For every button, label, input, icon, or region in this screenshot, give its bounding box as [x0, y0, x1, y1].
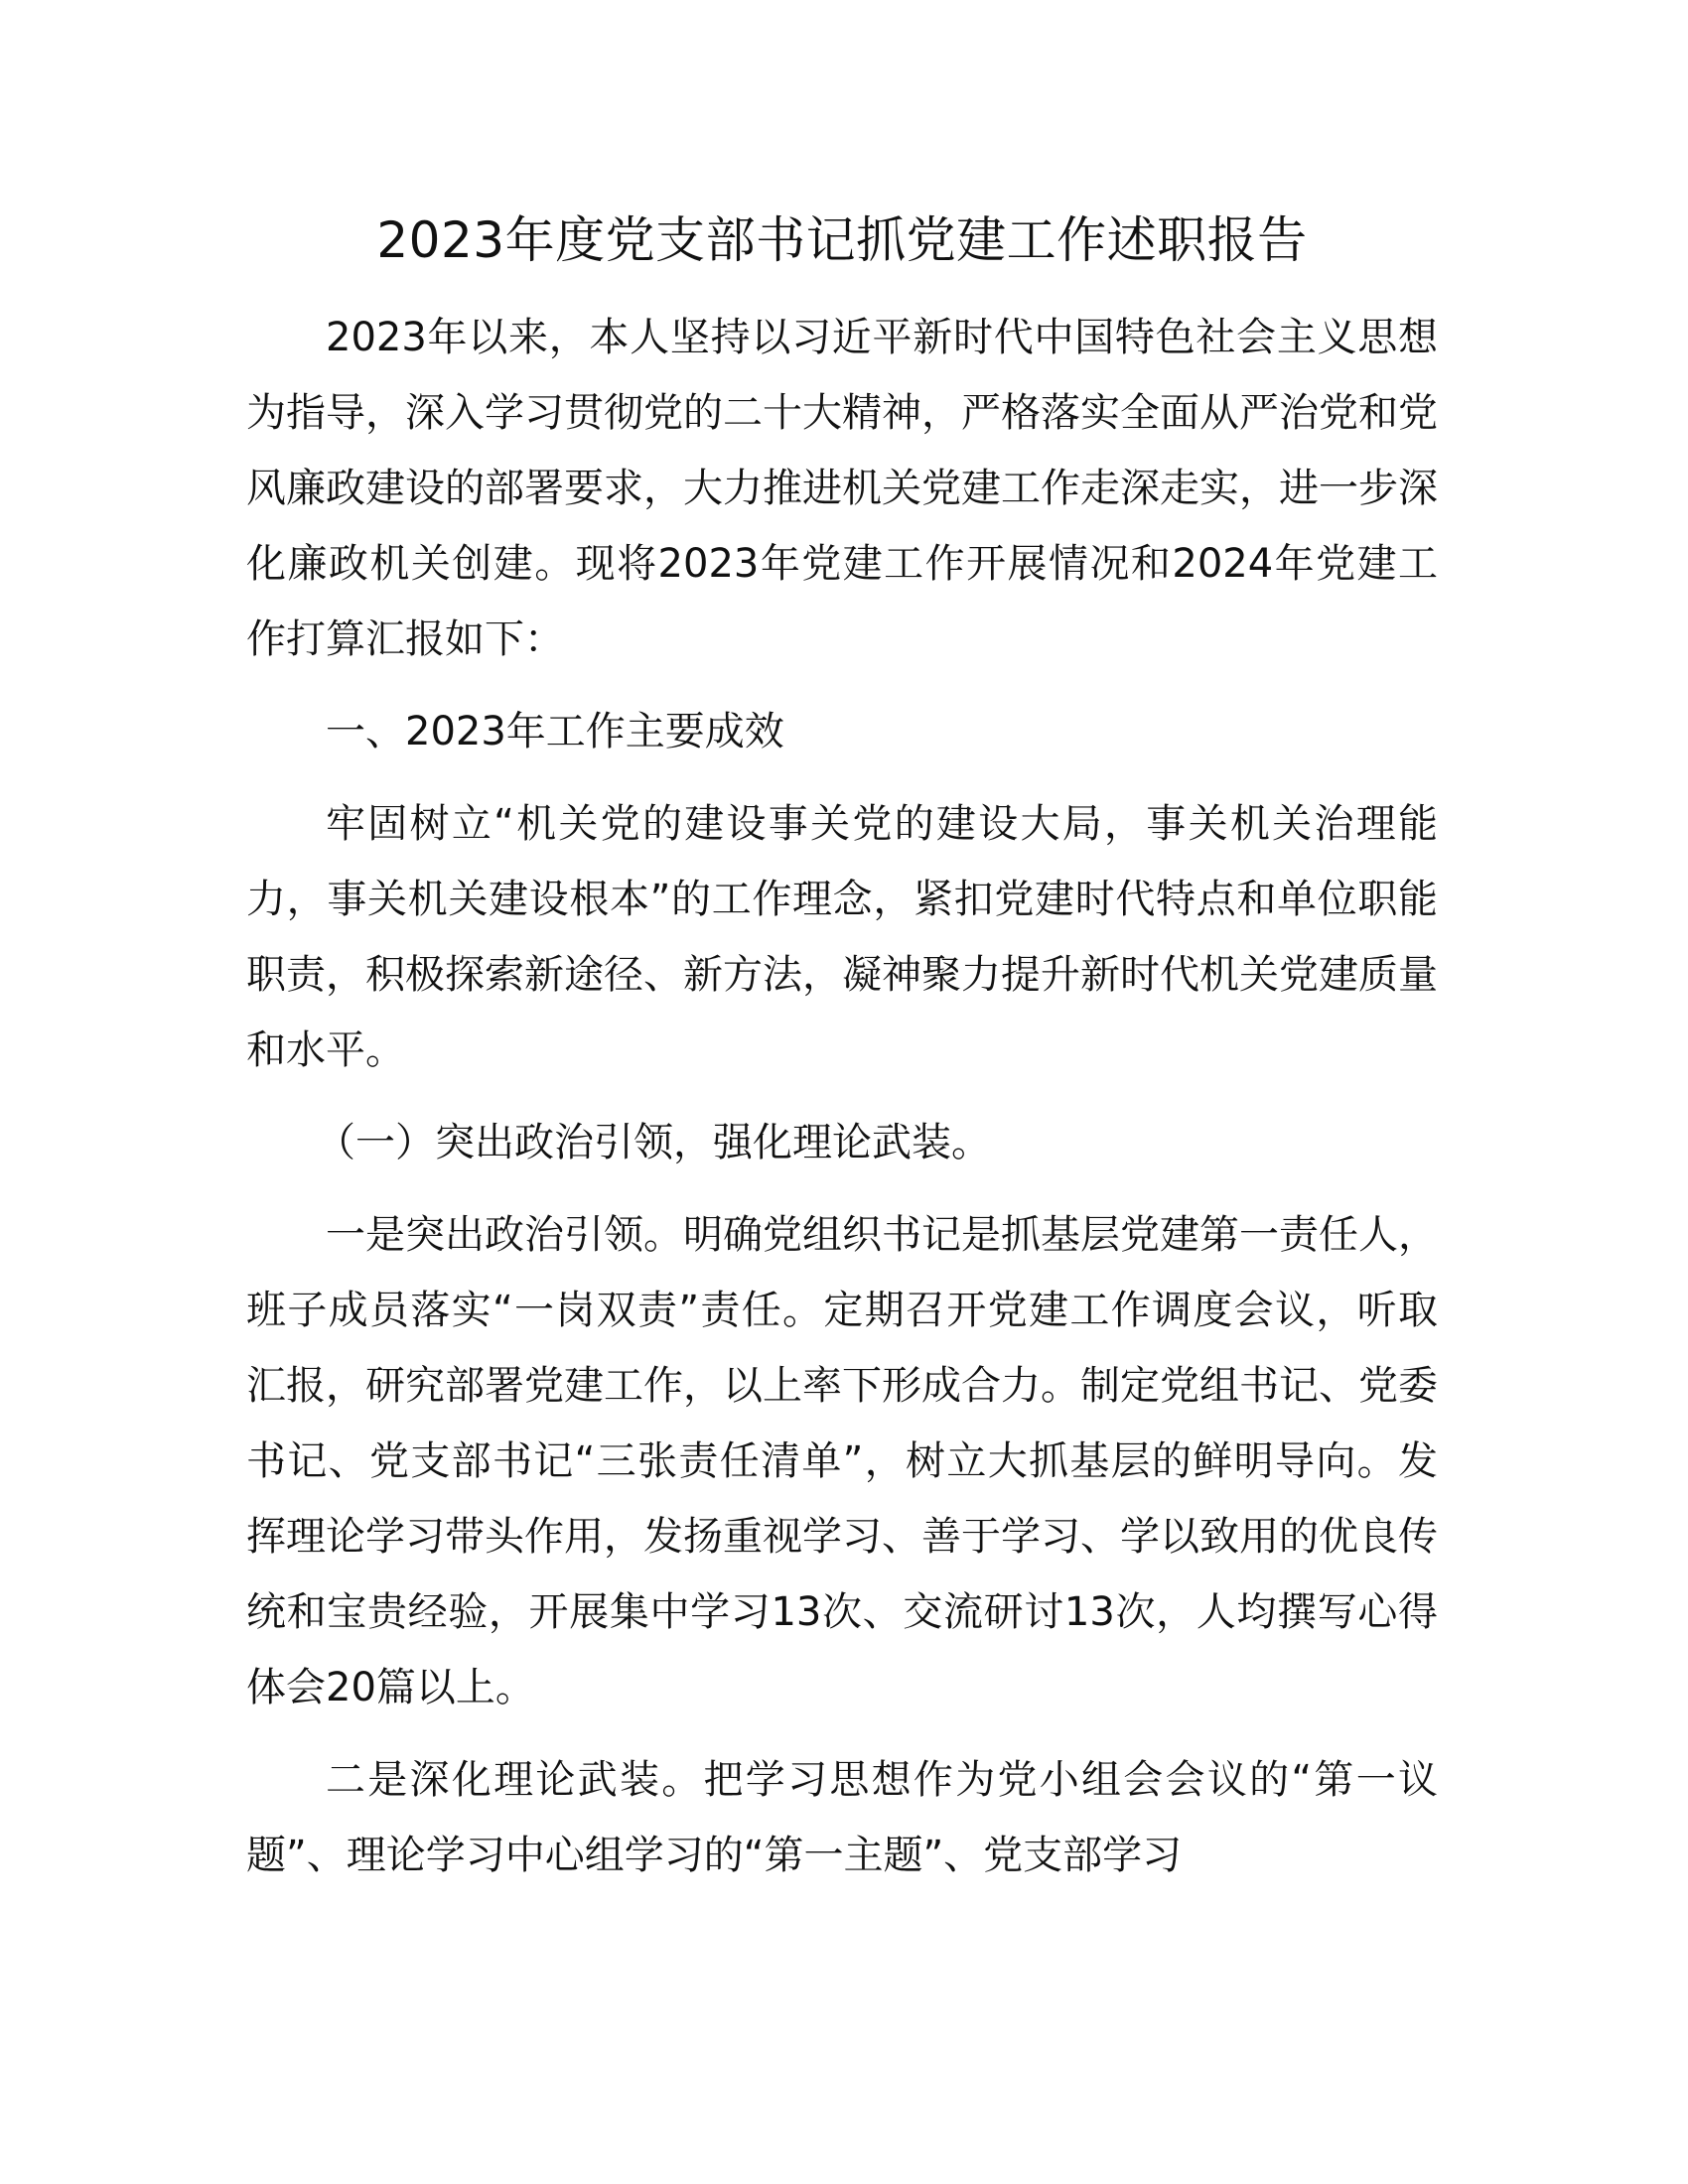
document-title: 2023年度党支部书记抓党建工作述职报告: [376, 211, 1308, 269]
section-1-heading: 一、2023年工作主要成效: [326, 709, 784, 754]
subsection-1-paragraph-1: 一是突出政治引领。明确党组织书记是抓基层党建第一责任人，班子成员落实“一岗双责”责任。定期召开党建工作调度会议，听取汇报，研究部署党建工作，以上率下形成合力。制定党组书记、党委书记、党支部书记“三张责任清单”，树立大抓基层的鲜明导向。发挥理论学习带头作用，发扬重视学习、善于学习、学以致用的优良传统和宝贵经验，开展集中学习13次、交流研讨13次，人均撰写心得体会20篇以上。: [246, 1212, 1438, 1710]
subsection-1-heading: （一）突出政治引领，强化理论武装。: [316, 1120, 991, 1165]
subsection-1-paragraph-2: 二是深化理论武装。把学习思想作为党小组会会议的“第一议题”、理论学习中心组学习的“第一主题”、党支部学习: [246, 1757, 1438, 1878]
document-body: [246, 203, 1438, 1910]
section-1-paragraph: 牢固树立“机关党的建设事关党的建设大局，事关机关治理能力，事关机关建设根本”的工作理念，紧扣党建时代特点和单位职能职责，积极探索新途径、新方法，凝神聚力提升新时代机关党建质量和水平。: [246, 801, 1438, 1073]
intro-paragraph: 2023年以来，本人坚持以习近平新时代中国特色社会主义思想为指导，深入学习贯彻党的二十大精神，严格落实全面从严治党和党风廉政建设的部署要求，大力推进机关党建工作走深走实，进一步深化廉政机关创建。现将2023年党建工作开展情况和2024年党建工作打算汇报如下：: [246, 315, 1438, 662]
